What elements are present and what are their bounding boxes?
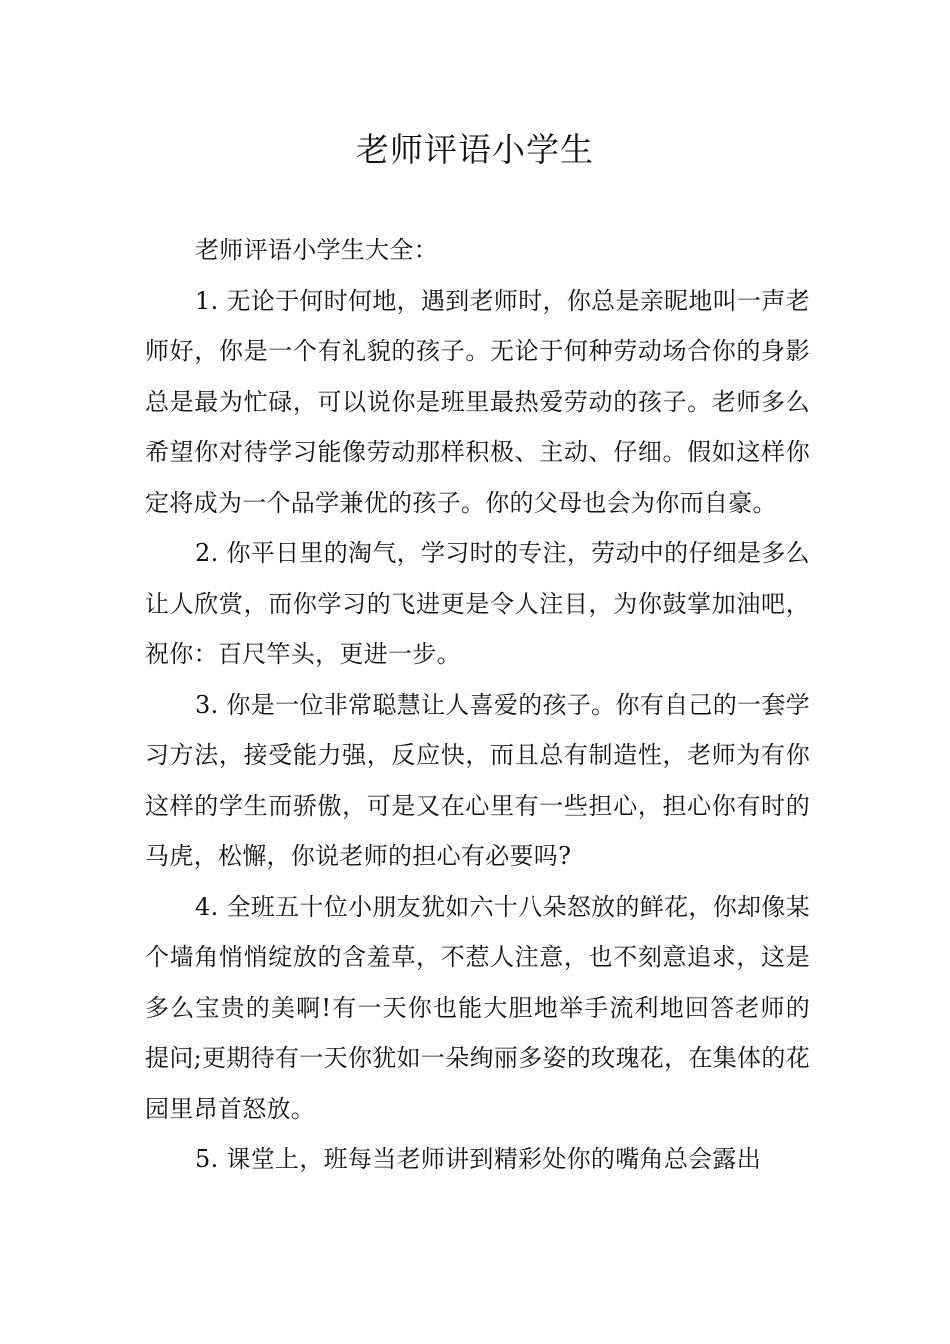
comment-paragraph-4: 4. 全班五十位小朋友犹如六十八朵怒放的鲜花，你却像某个墙角悄悄绽放的含羞草，不惹人注意，也不刻意追求，这是多么宝贵的美啊!有一天你也能大胆地举手流利地回答老师的提问;更期待有一天你犹如一朵绚丽多姿的玫瑰花，在集体的花园里昂首怒放。 [145, 892, 810, 1123]
comment-paragraph-3: 3. 你是一位非常聪慧让人喜爱的孩子。你有自己的一套学习方法，接受能力强，反应快，而且总有制造性，老师为有你这样的学生而骄傲，可是又在心里有一些担心，担心你有时的马虎，松懈，你说老师的担心有必要吗? [145, 690, 810, 870]
document-title: 老师评语小学生 [356, 130, 594, 169]
document-body [145, 225, 810, 1185]
comment-paragraph-1: 1. 无论于何时何地，遇到老师时，你总是亲昵地叫一声老师好，你是一个有礼貌的孩子。无论于何种劳动场合你的身影总是最为忙碌，可以说你是班里最热爱劳动的孩子。老师多么希望你对待学习能像劳动那样积极、主动、仔细。假如这样你定将成为一个品学兼优的孩子。你的父母也会为你而自豪。 [145, 286, 810, 517]
intro-paragraph: 老师评语小学生大全： [195, 236, 438, 264]
comment-paragraph-2: 2. 你平日里的淘气，学习时的专注，劳动中的仔细是多么让人欣赏，而你学习的飞进更是令人注目，为你鼓掌加油吧，祝你：百尺竿头，更进一步。 [145, 539, 810, 668]
comment-paragraph-5: 5. 课堂上，班每当老师讲到精彩处你的嘴角总会露出 [195, 1145, 762, 1173]
